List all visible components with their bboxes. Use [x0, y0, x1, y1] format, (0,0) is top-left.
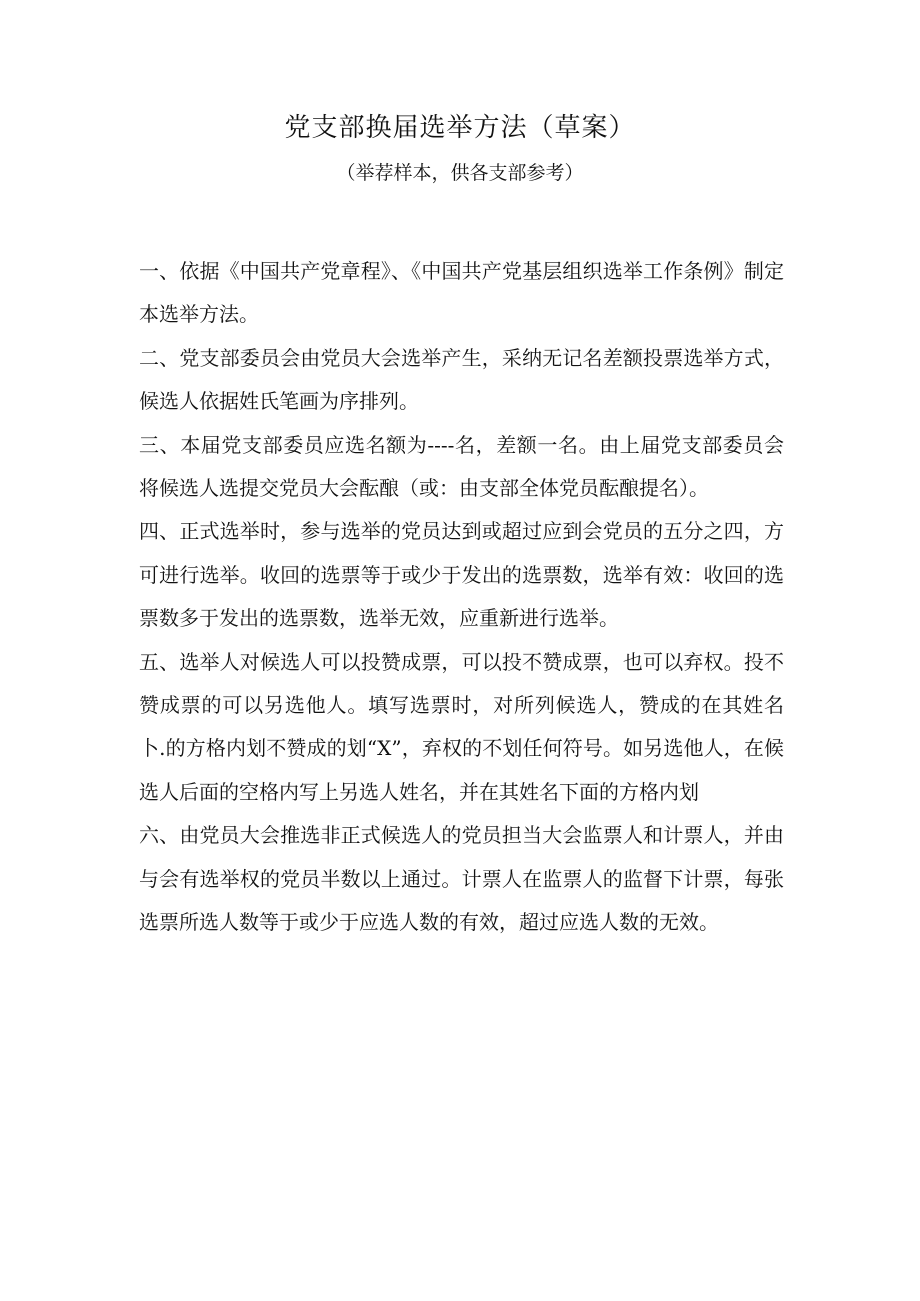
paragraph-5: 五、选举人对候选人可以投赞成票，可以投不赞成票，也可以弃权。投不赞成票的可以另选他人。填写选票时，对所列候选人，赞成的在其姓名卜.的方格内划不赞成的划“X”，弃权的不划任何符号。如另选他人，在候选人后面的空格内写上另选人姓名，并在其姓名下面的方格内划 — [139, 649, 784, 804]
document-subtitle: （举荐样本，供各支部参考） — [336, 162, 584, 184]
paragraph-3: 三、本届党支部委员应选名额为----名，差额一名。由上届党支部委员会将候选人选提交党员大会酝酿（或：由支部全体党员酝酿提名）。 — [139, 432, 784, 501]
document-body — [139, 250, 784, 945]
paragraph-6: 六、由党员大会推选非正式候选人的党员担当大会监票人和计票人，并由与会有选举权的党员半数以上通过。计票人在监票人的监督下计票，每张选票所选人数等于或少于应选人数的有效，超过应选人数的无效。 — [139, 823, 784, 935]
document-title: 党支部换届选举方法（草案） — [284, 113, 636, 143]
paragraph-1: 一、依据《中国共产党章程》、《中国共产党基层组织选举工作条例》制定本选举方法。 — [139, 259, 784, 327]
paragraph-2: 二、党支部委员会由党员大会选举产生，采纳无记名差额投票选举方式，候选人依据姓氏笔画为序排列。 — [139, 345, 784, 414]
paragraph-4: 四、正式选举时，参与选举的党员达到或超过应到会党员的五分之四，方可进行选举。收回的选票等于或少于发出的选票数，选举有效：收回的选票数多于发出的选票数，选举无效，应重新进行选举。 — [139, 519, 784, 631]
